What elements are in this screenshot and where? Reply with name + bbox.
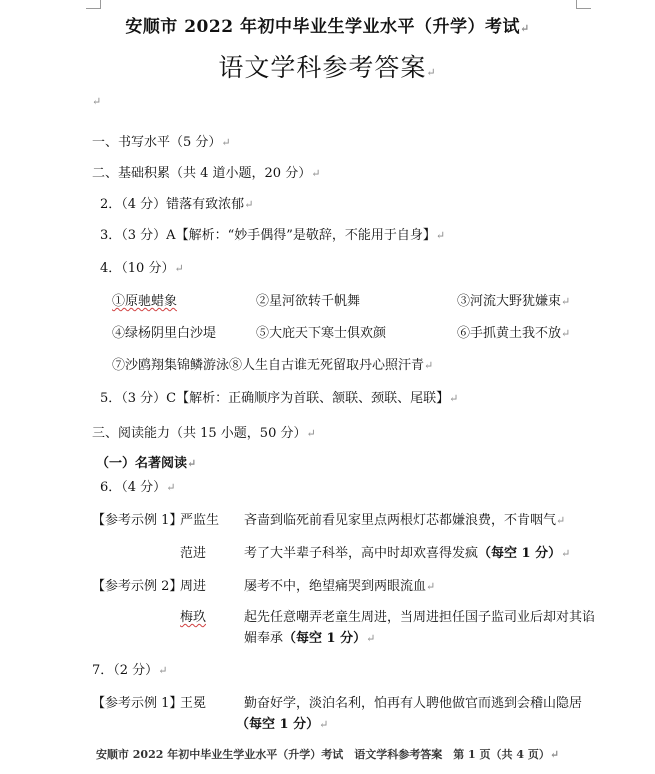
empty-paragraph-mark: ↵ — [92, 95, 102, 108]
section-writing: 一、书写水平（5 分）↵ — [92, 135, 231, 150]
question-2: 2．（4 分）错落有致浓郁↵ — [100, 197, 254, 212]
q7-example-1-score: （每空 1 分）↵ — [236, 717, 329, 732]
section-basics: 二、基础积累（共 4 道小题，20 分）↵ — [92, 166, 321, 181]
q6-example-1-desc-2: 考了大半辈子科举，高中时却欢喜得发疯（每空 1 分）↵ — [244, 546, 571, 561]
q4-item-2: ②星河欲转千帆舞 — [256, 294, 361, 309]
q6-example-1-label: 【参考示例 1】 — [92, 513, 183, 528]
q7-example-1-name: 王冕 — [180, 696, 207, 711]
question-7: 7．（2 分）↵ — [92, 663, 168, 678]
q4-item-4: ④绿杨阴里白沙堤 — [112, 326, 217, 341]
q4-item-6: ⑥手抓黄土我不放↵ — [457, 326, 571, 341]
q4-item-7-8: ⑦沙鸥翔集锦鳞游泳⑧人生自古谁无死留取丹心照汗青↵ — [112, 358, 434, 373]
question-5: 5．（3 分）C【解析：正确顺序为首联、颔联、颈联、尾联】↵ — [100, 391, 459, 406]
page-footer: 安顺市 2022 年初中毕业生学业水平（升学）考试 语文学科参考答案 第 1 页（共 4 页）↵ — [95, 748, 560, 761]
paragraph-mark: ↵ — [519, 22, 530, 35]
q6-example-2-name-1: 周进 — [180, 579, 207, 594]
margin-corner-left — [86, 0, 101, 9]
q4-item-3: ③河流大野犹嫌束↵ — [457, 294, 571, 309]
q6-example-2-desc-2a: 起先任意嘲弄老童生周进，当周进担任国子监司业后却对其谄 — [244, 610, 596, 625]
q6-example-2-label: 【参考示例 2】 — [92, 579, 183, 594]
q6-example-1-name-2: 范进 — [180, 546, 207, 561]
question-3: 3．（3 分）A【解析：“妙手偶得”是敬辞，不能用于自身】↵ — [100, 228, 446, 243]
q6-example-1-name-1: 严监生 — [180, 513, 220, 528]
section-reading: 三、阅读能力（共 15 小题，50 分）↵ — [92, 426, 316, 441]
q6-example-2-desc-1: 屡考不中，绝望痛哭到两眼流血↵ — [244, 579, 436, 594]
document-subtitle: 语文学科参考答案↵ — [218, 53, 437, 82]
paragraph-mark: ↵ — [426, 66, 437, 79]
q6-example-1-desc-1: 吝啬到临死前看见家里点两根灯芯都嫌浪费，不肯咽气↵ — [244, 513, 566, 528]
subsection-classics: （一）名著阅读↵ — [96, 456, 197, 471]
q6-example-2-name-2: 梅玖 — [180, 610, 207, 625]
q7-example-1-desc: 勤奋好学，淡泊名利，怕再有人聘他做官而逃到会稽山隐居 — [244, 696, 583, 711]
q7-example-1-label: 【参考示例 1】 — [92, 696, 183, 711]
margin-corner-right — [576, 0, 591, 9]
document-title: 安顺市 2022 年初中毕业生学业水平（升学）考试↵ — [125, 17, 530, 37]
question-4: 4．（10 分）↵ — [100, 261, 184, 276]
q4-item-5: ⑤大庇天下寒士俱欢颜 — [256, 326, 387, 341]
q4-item-1: ①原驰蜡象 — [112, 294, 178, 309]
q6-example-2-desc-2b: 媚奉承（每空 1 分）↵ — [244, 631, 376, 646]
question-6: 6．（4 分）↵ — [100, 480, 176, 495]
